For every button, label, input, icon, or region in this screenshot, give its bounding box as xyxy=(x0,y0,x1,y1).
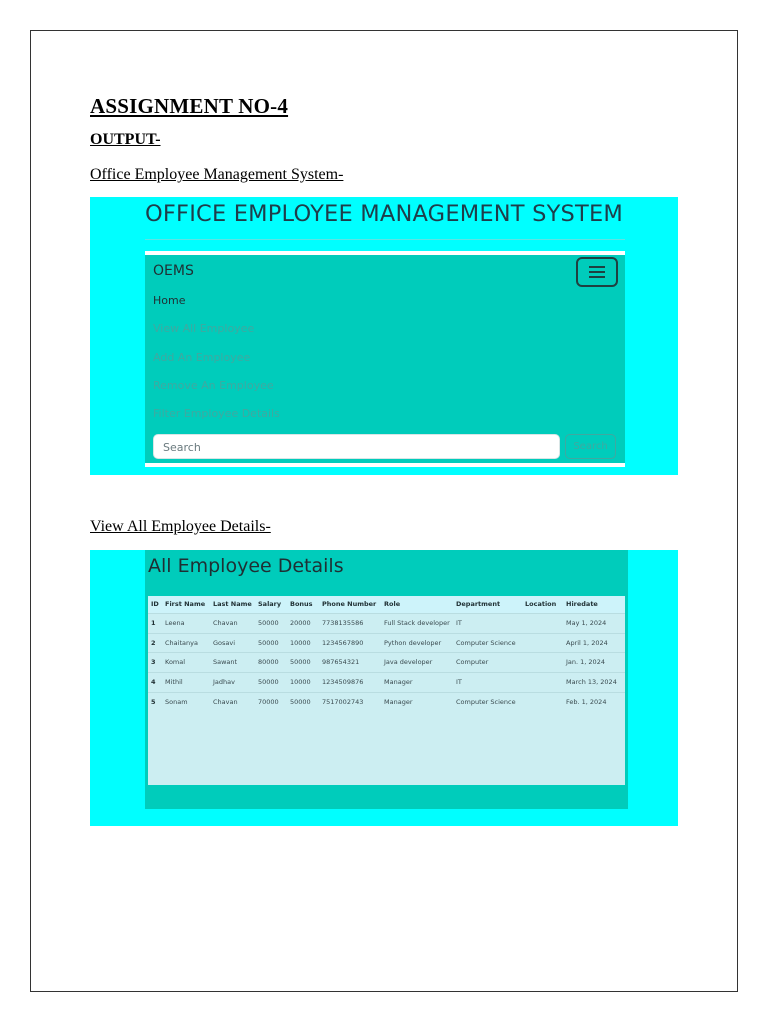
column-header: Hiredate xyxy=(563,596,625,613)
table-cell xyxy=(522,653,563,673)
table-row xyxy=(148,673,625,693)
table-cell: Manager xyxy=(381,673,453,693)
table-cell: Chavan xyxy=(210,613,255,633)
navbar xyxy=(145,251,625,467)
table-cell xyxy=(522,692,563,711)
table-cell: 50000 xyxy=(255,613,287,633)
table-row xyxy=(148,653,625,673)
table-cell: Computer Science xyxy=(453,692,522,711)
nav-link-remove[interactable]: Remove An Employee xyxy=(153,379,274,392)
caption-oems: Office Employee Management System- xyxy=(90,166,344,183)
table-cell: 4 xyxy=(148,673,162,693)
column-header: ID xyxy=(148,596,162,613)
table-cell: Leena xyxy=(162,613,210,633)
table-cell: 70000 xyxy=(255,692,287,711)
table-cell: May 1, 2024 xyxy=(563,613,625,633)
table-cell: Mithil xyxy=(162,673,210,693)
table-cell: 3 xyxy=(148,653,162,673)
oems-title: OFFICE EMPLOYEE MANAGEMENT SYSTEM xyxy=(145,201,623,227)
table-cell: 50000 xyxy=(255,673,287,693)
table-cell: Jan. 1, 2024 xyxy=(563,653,625,673)
table-cell: 1 xyxy=(148,613,162,633)
table-cell: 50000 xyxy=(287,653,319,673)
title-divider xyxy=(145,239,625,240)
table-cell: 5 xyxy=(148,692,162,711)
table-cell: Sawant xyxy=(210,653,255,673)
table-header-row xyxy=(148,596,625,613)
table-cell: April 1, 2024 xyxy=(563,633,625,653)
column-header: Role xyxy=(381,596,453,613)
nav-link-filter[interactable]: Filter Employee Details xyxy=(153,407,280,420)
table-cell: IT xyxy=(453,673,522,693)
table-cell: March 13, 2024 xyxy=(563,673,625,693)
table-cell: Manager xyxy=(381,692,453,711)
table-cell: Java developer xyxy=(381,653,453,673)
search-button[interactable]: Search xyxy=(565,434,616,459)
table-cell: 50000 xyxy=(287,692,319,711)
table-cell: IT xyxy=(453,613,522,633)
table-cell: 987654321 xyxy=(319,653,381,673)
assignment-heading: ASSIGNMENT NO-4 xyxy=(90,94,289,118)
table-cell: Gosavi xyxy=(210,633,255,653)
navbar-brand[interactable]: OEMS xyxy=(153,263,194,279)
table-cell: Feb. 1, 2024 xyxy=(563,692,625,711)
caption-view-all: View All Employee Details- xyxy=(90,518,271,535)
table-row xyxy=(148,613,625,633)
table-cell: Full Stack developer xyxy=(381,613,453,633)
table-cell xyxy=(522,613,563,633)
table-cell: Jadhav xyxy=(210,673,255,693)
panel-title: All Employee Details xyxy=(148,555,344,577)
employee-panel xyxy=(145,550,628,809)
column-header: Salary xyxy=(255,596,287,613)
table-cell: Sonam xyxy=(162,692,210,711)
table-cell xyxy=(522,633,563,653)
employee-table-container xyxy=(148,596,625,785)
table-cell: Computer Science xyxy=(453,633,522,653)
table-body xyxy=(148,613,625,711)
column-header: First Name xyxy=(162,596,210,613)
column-header: Location xyxy=(522,596,563,613)
screenshot-employee-table xyxy=(90,550,678,826)
column-header: Department xyxy=(453,596,522,613)
table-cell: 1234509876 xyxy=(319,673,381,693)
table-cell: Komal xyxy=(162,653,210,673)
table-cell: 10000 xyxy=(287,633,319,653)
table-cell: Computer xyxy=(453,653,522,673)
search-input[interactable]: Search xyxy=(153,434,560,459)
table-cell: Chavan xyxy=(210,692,255,711)
table-cell: Python developer xyxy=(381,633,453,653)
table-cell: 10000 xyxy=(287,673,319,693)
nav-link-view-all[interactable]: View All Employee xyxy=(153,322,255,335)
column-header: Last Name xyxy=(210,596,255,613)
table-cell: 7738135586 xyxy=(319,613,381,633)
nav-link-home[interactable]: Home xyxy=(153,294,186,307)
screenshot-oems-navbar xyxy=(90,197,678,475)
table-cell: 7517002743 xyxy=(319,692,381,711)
table-cell: Chaitanya xyxy=(162,633,210,653)
table-cell: 2 xyxy=(148,633,162,653)
table-row xyxy=(148,633,625,653)
nav-link-add[interactable]: Add An Employee xyxy=(153,351,251,364)
table-cell: 20000 xyxy=(287,613,319,633)
table-cell: 1234567890 xyxy=(319,633,381,653)
table-row xyxy=(148,692,625,711)
navbar-toggler-button[interactable] xyxy=(576,257,618,287)
output-subheading: OUTPUT- xyxy=(90,131,161,148)
employee-table xyxy=(148,596,625,712)
column-header: Bonus xyxy=(287,596,319,613)
table-cell: 80000 xyxy=(255,653,287,673)
column-header: Phone Number xyxy=(319,596,381,613)
table-cell: 50000 xyxy=(255,633,287,653)
hamburger-menu-icon xyxy=(589,266,605,278)
table-cell xyxy=(522,673,563,693)
